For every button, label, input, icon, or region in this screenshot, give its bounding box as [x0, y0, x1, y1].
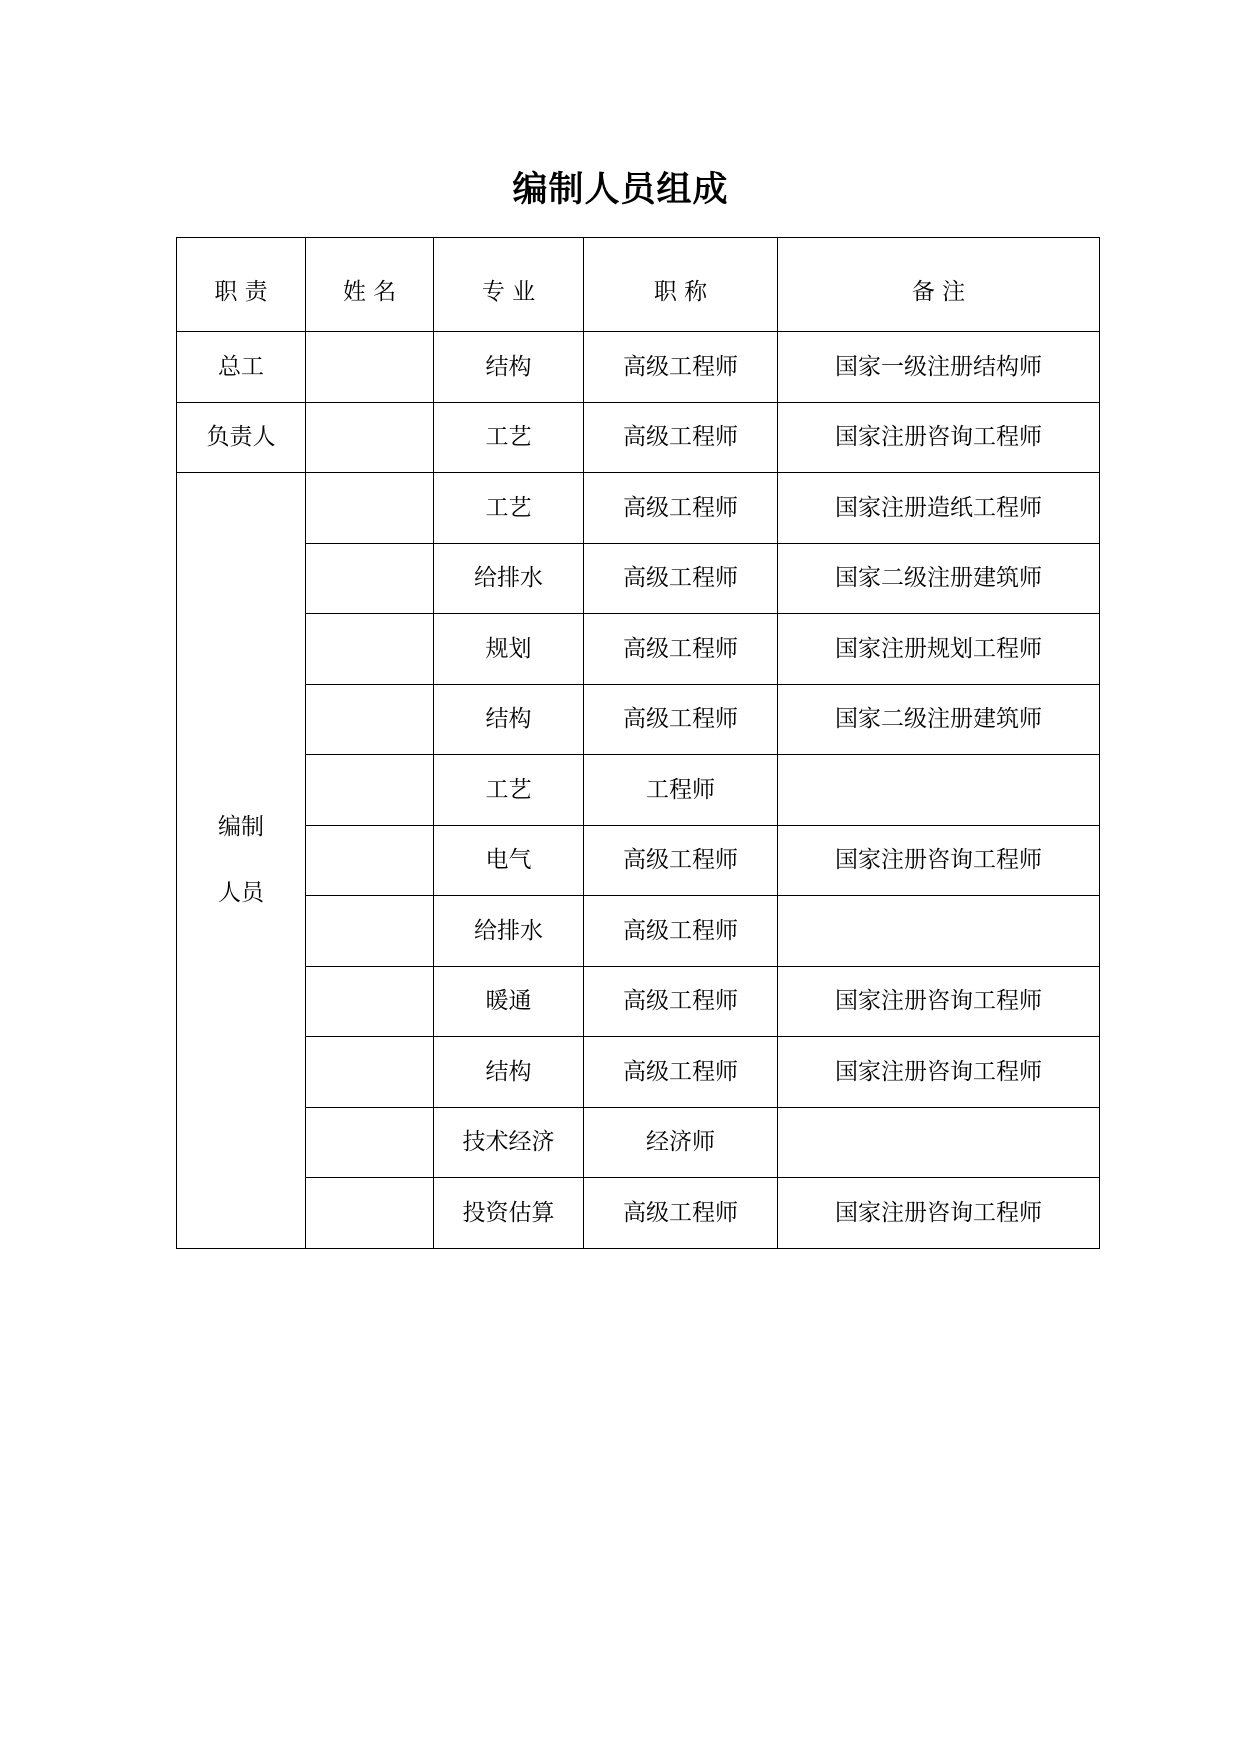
rank-cell: 高级工程师 [584, 473, 778, 544]
table-row [177, 1178, 1100, 1249]
major-cell: 给排水 [434, 896, 584, 967]
table-row [177, 1107, 1100, 1178]
header-major: 专 业 [434, 238, 584, 332]
remark-cell: 国家二级注册建筑师 [778, 543, 1100, 614]
duty-cell: 总工 [177, 332, 306, 403]
major-cell: 工艺 [434, 402, 584, 473]
major-cell: 结构 [434, 332, 584, 403]
table-row [177, 614, 1100, 685]
table-row [177, 684, 1100, 755]
name-cell [306, 543, 434, 614]
table-row [177, 896, 1100, 967]
major-cell: 结构 [434, 684, 584, 755]
header-row [177, 238, 1100, 332]
major-cell: 电气 [434, 825, 584, 896]
major-cell: 给排水 [434, 543, 584, 614]
name-cell [306, 825, 434, 896]
table-row [177, 402, 1100, 473]
table-row [177, 473, 1100, 544]
remark-cell [778, 896, 1100, 967]
duty-cell: 负责人 [177, 402, 306, 473]
name-cell [306, 402, 434, 473]
remark-cell: 国家一级注册结构师 [778, 332, 1100, 403]
rank-cell: 高级工程师 [584, 543, 778, 614]
document-title: 编制人员组成 [512, 169, 729, 210]
table-row [177, 755, 1100, 826]
remark-cell: 国家注册咨询工程师 [778, 1037, 1100, 1108]
remark-cell: 国家注册咨询工程师 [778, 1178, 1100, 1249]
name-cell [306, 1178, 434, 1249]
name-cell [306, 1107, 434, 1178]
rank-cell: 高级工程师 [584, 1178, 778, 1249]
name-cell [306, 755, 434, 826]
rank-cell: 高级工程师 [584, 966, 778, 1037]
table-row [177, 966, 1100, 1037]
rank-cell: 工程师 [584, 755, 778, 826]
remark-cell: 国家注册咨询工程师 [778, 966, 1100, 1037]
major-cell: 技术经济 [434, 1107, 584, 1178]
remark-cell: 国家注册规划工程师 [778, 614, 1100, 685]
header-duty: 职 责 [177, 238, 306, 332]
remark-cell: 国家二级注册建筑师 [778, 684, 1100, 755]
rank-cell: 高级工程师 [584, 825, 778, 896]
remark-cell [778, 755, 1100, 826]
rank-cell: 高级工程师 [584, 402, 778, 473]
remark-cell: 国家注册造纸工程师 [778, 473, 1100, 544]
group-duty-cell [177, 473, 306, 1249]
rank-cell: 高级工程师 [584, 614, 778, 685]
major-cell: 工艺 [434, 473, 584, 544]
staff-table [176, 237, 1100, 1249]
staff-table-body [177, 238, 1100, 1249]
rank-cell: 高级工程师 [584, 332, 778, 403]
remark-cell: 国家注册咨询工程师 [778, 825, 1100, 896]
group-duty-label-line: 人员 [218, 880, 264, 907]
header-rank: 职 称 [584, 238, 778, 332]
major-cell: 投资估算 [434, 1178, 584, 1249]
major-cell: 结构 [434, 1037, 584, 1108]
name-cell [306, 332, 434, 403]
table-row [177, 543, 1100, 614]
table-row [177, 1037, 1100, 1108]
name-cell [306, 614, 434, 685]
major-cell: 工艺 [434, 755, 584, 826]
major-cell: 规划 [434, 614, 584, 685]
rank-cell: 高级工程师 [584, 1037, 778, 1108]
name-cell [306, 966, 434, 1037]
rank-cell: 经济师 [584, 1107, 778, 1178]
group-duty-label-line: 编制 [218, 814, 264, 841]
rank-cell: 高级工程师 [584, 684, 778, 755]
header-name: 姓 名 [306, 238, 434, 332]
name-cell [306, 473, 434, 544]
name-cell [306, 896, 434, 967]
major-cell: 暖通 [434, 966, 584, 1037]
table-row [177, 332, 1100, 403]
remark-cell: 国家注册咨询工程师 [778, 402, 1100, 473]
name-cell [306, 1037, 434, 1108]
name-cell [306, 684, 434, 755]
table-row [177, 825, 1100, 896]
rank-cell: 高级工程师 [584, 896, 778, 967]
header-remark: 备 注 [778, 238, 1100, 332]
remark-cell [778, 1107, 1100, 1178]
